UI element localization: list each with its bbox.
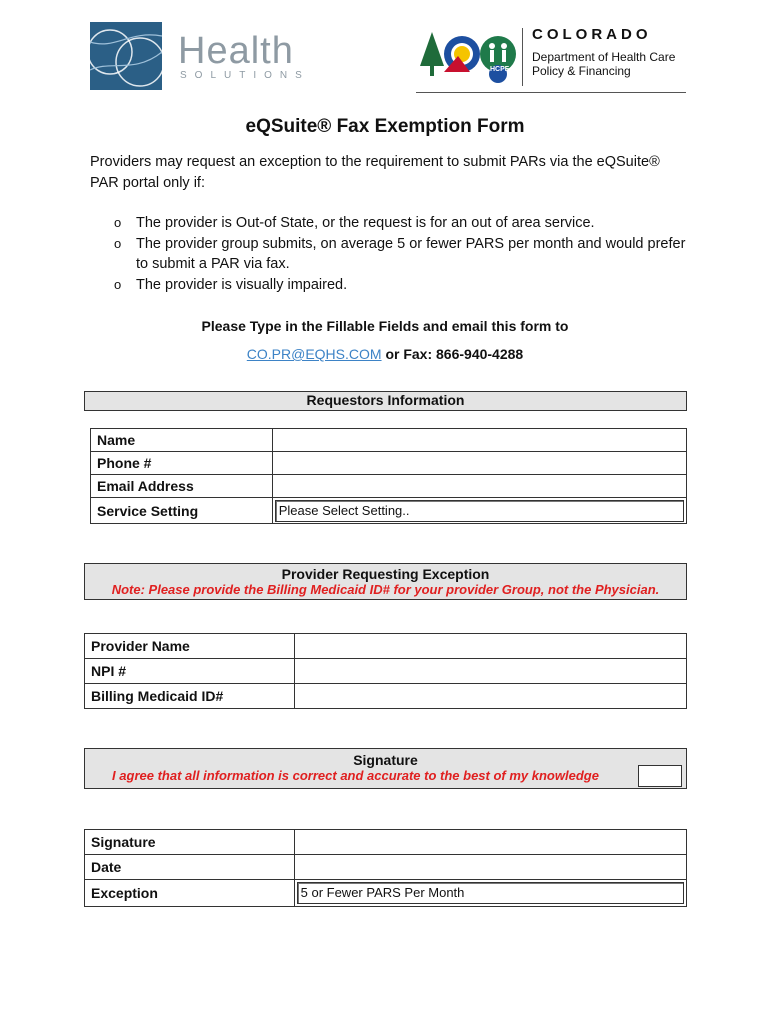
eq-mark-icon [90, 22, 162, 90]
date-label: Date [85, 855, 295, 880]
service-setting-label: Service Setting [91, 498, 273, 524]
header-divider [416, 92, 686, 93]
agreement-section-header [84, 748, 687, 789]
eligibility-list [90, 213, 690, 295]
list-item-text: The provider is visually impaired. [136, 276, 348, 293]
npi-label: NPI # [85, 659, 295, 684]
fax-text: or Fax: 866-940-4288 [381, 346, 524, 362]
department-line-1: Department of Health Care [532, 50, 676, 64]
table-row [91, 475, 687, 498]
section-title: Signature [353, 752, 418, 768]
signature-table [84, 829, 687, 907]
email-link[interactable]: CO.PR@EQHS.COM [246, 346, 382, 362]
provider-name-field[interactable] [294, 634, 686, 659]
date-field[interactable] [294, 855, 686, 880]
email-field[interactable] [272, 475, 686, 498]
requestor-section-header [84, 391, 687, 411]
service-setting-cell [272, 498, 686, 524]
table-row [91, 429, 687, 452]
bullet-marker: o [114, 276, 122, 292]
list-item [90, 275, 690, 296]
phone-field[interactable] [272, 452, 686, 475]
table-row [85, 684, 687, 709]
signature-label: Signature [85, 830, 295, 855]
name-field[interactable] [272, 429, 686, 452]
eqhealth-logo [90, 22, 310, 90]
phone-label: Phone # [91, 452, 273, 475]
service-setting-select[interactable]: Please Select Setting.. [275, 500, 684, 522]
form-title: eQSuite® Fax Exemption Form [245, 116, 525, 137]
exception-cell [294, 880, 686, 907]
colorado-hcpf-logo [418, 26, 688, 88]
logo-divider [522, 28, 523, 86]
provider-table [84, 633, 687, 709]
table-row [91, 498, 687, 524]
table-row [85, 659, 687, 684]
hcpf-badge: HCPF [490, 66, 510, 73]
list-item [90, 213, 690, 234]
provider-note: Note: Please provide the Billing Medicaid ID# for your provider Group, not the Physician. [111, 582, 660, 597]
bullet-marker: o [114, 215, 122, 230]
instruction-text: Please Type in the Fillable Fields and email this form to [201, 318, 569, 334]
provider-section-header [84, 563, 687, 600]
billing-medicaid-label: Billing Medicaid ID# [85, 684, 295, 709]
exception-label: Exception [85, 880, 295, 907]
eq-tagline-text: SOLUTIONS [180, 70, 310, 81]
npi-field[interactable] [294, 659, 686, 684]
department-line-2: Policy & Financing [532, 64, 631, 78]
section-title: Requestors Information [306, 392, 465, 408]
list-item [90, 234, 690, 275]
agreement-statement: I agree that all information is correct and accurate to the best of my knowledge [112, 768, 599, 783]
table-row [91, 452, 687, 475]
email-label: Email Address [91, 475, 273, 498]
table-row [85, 634, 687, 659]
table-row [85, 880, 687, 907]
exception-select[interactable]: 5 or Fewer PARS Per Month [297, 882, 684, 904]
agreement-checkbox[interactable] [638, 765, 682, 787]
signature-field[interactable] [294, 830, 686, 855]
name-label: Name [91, 429, 273, 452]
billing-medicaid-field[interactable] [294, 684, 686, 709]
bullet-marker: o [114, 235, 122, 251]
colorado-title: COLORADO [532, 26, 652, 43]
table-row [85, 855, 687, 880]
intro-paragraph: Providers may request an exception to the requirement to submit PARs via the eQSuite® PAR portal only if: [90, 154, 660, 191]
eq-brand-text: Health [178, 30, 294, 72]
requestor-table [90, 428, 687, 524]
table-row [85, 830, 687, 855]
colorado-emblem-icon [418, 30, 518, 84]
section-title: Provider Requesting Exception [281, 566, 490, 582]
list-item-text: The provider is Out-of State, or the request is for an out of area service. [136, 215, 595, 231]
contact-line [0, 346, 770, 362]
list-item-text: The provider group submits, on average 5 or fewer PARS per month and would prefer to submit a PAR via fax. [136, 235, 686, 272]
provider-name-label: Provider Name [85, 634, 295, 659]
